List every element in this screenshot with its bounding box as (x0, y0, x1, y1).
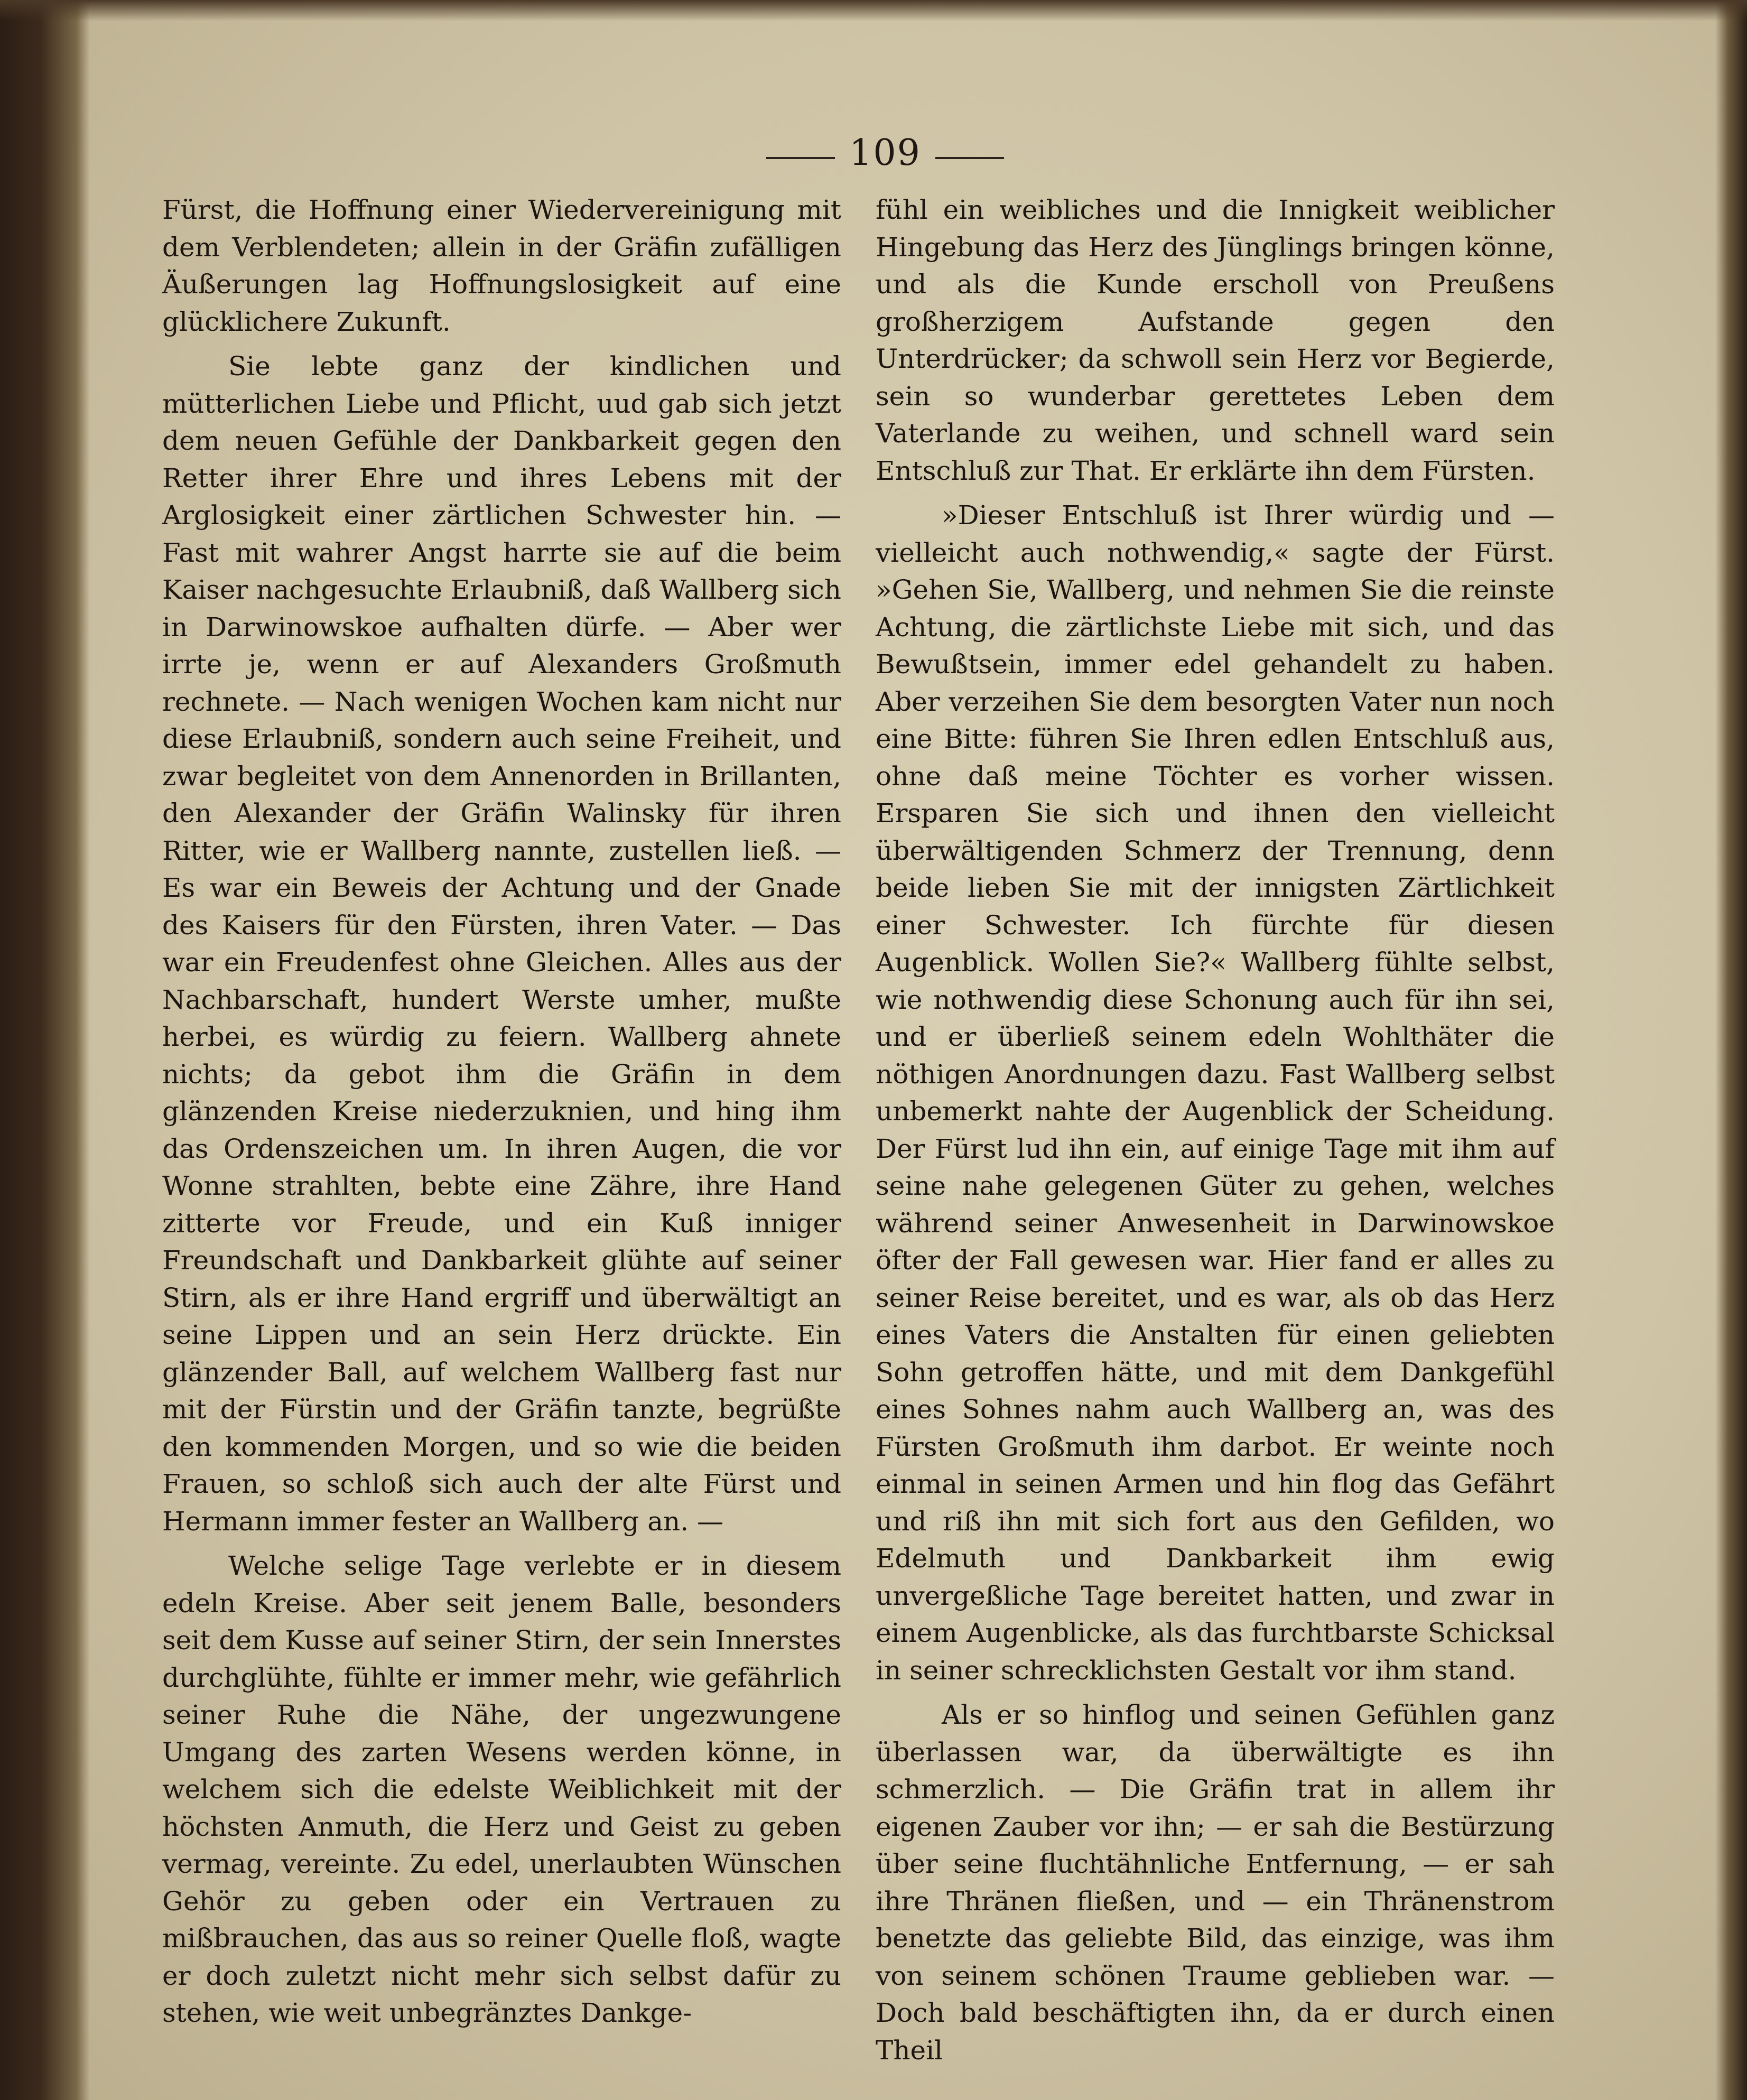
header-rule-left (766, 157, 835, 159)
paragraph: fühl ein weibliches und die Innigkeit weiblicher Hingebung das Herz des Jünglings bringen könne, und als die Kunde erscholl von Preußens großherzigem Aufstande gegen den Unterdrücker; da schwoll sein Herz vor Begierde, sein so wunderbar gerettetes Leben dem Vaterlande zu weihen, und schnell ward sein Entschluß zur That. Er erklärte ihn dem Fürsten. (876, 194, 1555, 486)
book-gutter-shadow (0, 0, 90, 2100)
header-rule-right (935, 157, 1004, 159)
paragraph: »Dieser Entschluß ist Ihrer würdig und — vielleicht auch nothwendig,« sagte der Fürst. »Gehen Sie, Wallberg, und nehmen Sie die reinste Achtung, die zärtlichste Liebe mit sich, und das Bewußtsein, immer edel gehandelt zu haben. Aber verzeihen Sie dem besorgten Vater nun noch eine Bitte: führen Sie Ihren edlen Entschluß aus, ohne daß meine Töchter es vorher wissen. Ersparen Sie sich und ihnen den vielleicht überwältigenden Schmerz der Trennung, denn beide lieben Sie mit der innigsten Zärtlichkeit einer Schwester. Ich fürchte für diesen Augenblick. Wollen Sie?« Wallberg fühlte selbst, wie nothwendig diese Schonung auch für ihn sei, und er überließ seinem edeln Wohlthäter die nöthigen Anordnungen dazu. Fast Wallberg selbst unbemerkt nahte der Augenblick der Scheidung. Der Fürst lud ihn ein, auf einige Tage mit ihm auf seine nahe gelegenen Güter zu gehen, welches während seiner Anwesenheit in Darwinowskoe öfter der Fall gewesen war. Hier fand er alles zu seiner Reise bereitet, und es war, als ob das Herz eines Vaters die Anstalten für einen geliebten Sohn getroffen hätte, und mit dem Dankgefühl eines Sohnes nahm auch Wallberg an, was des Fürsten Großmuth ihm darbot. Er weinte noch einmal in seinen Armen und hin flog das Gefährt und riß ihn mit sich fort aus den Gefilden, wo Edelmuth und Dankbarkeit ihm ewig unvergeßliche Tage bereitet hatten, und zwar in einem Augenblicke, als das furchtbarste Schicksal in seiner schrecklichsten Gestalt vor ihm stand. (876, 500, 1555, 1686)
right-column (876, 191, 1555, 2069)
left-column (162, 191, 841, 2032)
paragraph: Fürst, die Hoffnung einer Wiedervereinigung mit dem Verblendeten; allein in der Gräfin zufälligen Äußerungen lag Hoffnungslosigkeit auf eine glücklichere Zukunft. (162, 194, 841, 337)
paragraph: Welche selige Tage verlebte er in diesem edeln Kreise. Aber seit jenem Balle, besonders seit dem Kusse auf seiner Stirn, der sein Innerstes durchglühte, fühlte er immer mehr, wie gefährlich seiner Ruhe die Nähe, der ungezwungene Umgang des zarten Wesens werden könne, in welchem sich die edelste Weiblichkeit mit der höchsten Anmuth, die Herz und Geist zu geben vermag, vereinte. Zu edel, unerlaubten Wünschen Gehör zu geben oder ein Vertrauen zu mißbrauchen, das aus so reiner Quelle floß, wagte er doch zuletzt nicht mehr sich selbst dafür zu stehen, wie weit unbegränztes Dankge- (162, 1550, 841, 2028)
page-edge-shadow (1715, 0, 1747, 2100)
page-number: 109 (849, 132, 921, 174)
paragraph: Sie lebte ganz der kindlichen und mütterlichen Liebe und Pflicht, uud gab sich jetzt dem neuen Gefühle der Dankbarkeit gegen den Retter ihrer Ehre und ihres Lebens mit der Arglosigkeit einer zärtlichen Schwester hin. — Fast mit wahrer Angst harrte sie auf die beim Kaiser nachgesuchte Erlaubniß, daß Wallberg sich in Darwinowskoe aufhalten dürfe. — Aber wer irrte je, wenn er auf Alexanders Großmuth rechnete. — Nach wenigen Wochen kam nicht nur diese Erlaubniß, sondern auch seine Freiheit, und zwar begleitet von dem Annenorden in Brillanten, den Alexander der Gräfin Walinsky für ihren Ritter, wie er Wallberg nannte, zustellen ließ. — Es war ein Beweis der Achtung und der Gnade des Kaisers für den Fürsten, ihren Vater. — Das war ein Freudenfest ohne Gleichen. Alles aus der Nachbarschaft, hundert Werste umher, mußte herbei, es würdig zu feiern. Wallberg ahnete nichts; da gebot ihm die Gräfin in dem glänzenden Kreise niederzuknien, und hing ihm das Ordenszeichen um. In ihren Augen, die vor Wonne strahlten, bebte eine Zähre, ihre Hand zitterte vor Freude, und ein Kuß inniger Freundschaft und Dankbarkeit glühte auf seiner Stirn, als er ihre Hand ergriff und überwältigt an seine Lippen und an sein Herz drückte. Ein glänzender Ball, auf welchem Wallberg fast nur mit der Fürstin und der Gräfin tanzte, begrüßte den kommenden Morgen, und so wie die beiden Frauen, so schloß sich auch der alte Fürst und Hermann immer fester an Wallberg an. — (162, 351, 841, 1537)
page-top-shadow (0, 0, 1747, 21)
paragraph: Als er so hinflog und seinen Gefühlen ganz überlassen war, da überwältigte es ihn schmerzlich. — Die Gräfin trat in allem ihr eigenen Zauber vor ihn; — er sah die Bestürzung über seine fluchtähnliche Entfernung, — er sah ihre Thränen fließen, und — ein Thränenstrom benetzte das geliebte Bild, das einzige, was ihm von seinem schönen Traume geblieben war. — Doch bald beschäftigten ihn, da er durch einen Theil (876, 1699, 1555, 2066)
page-header (766, 129, 1004, 177)
